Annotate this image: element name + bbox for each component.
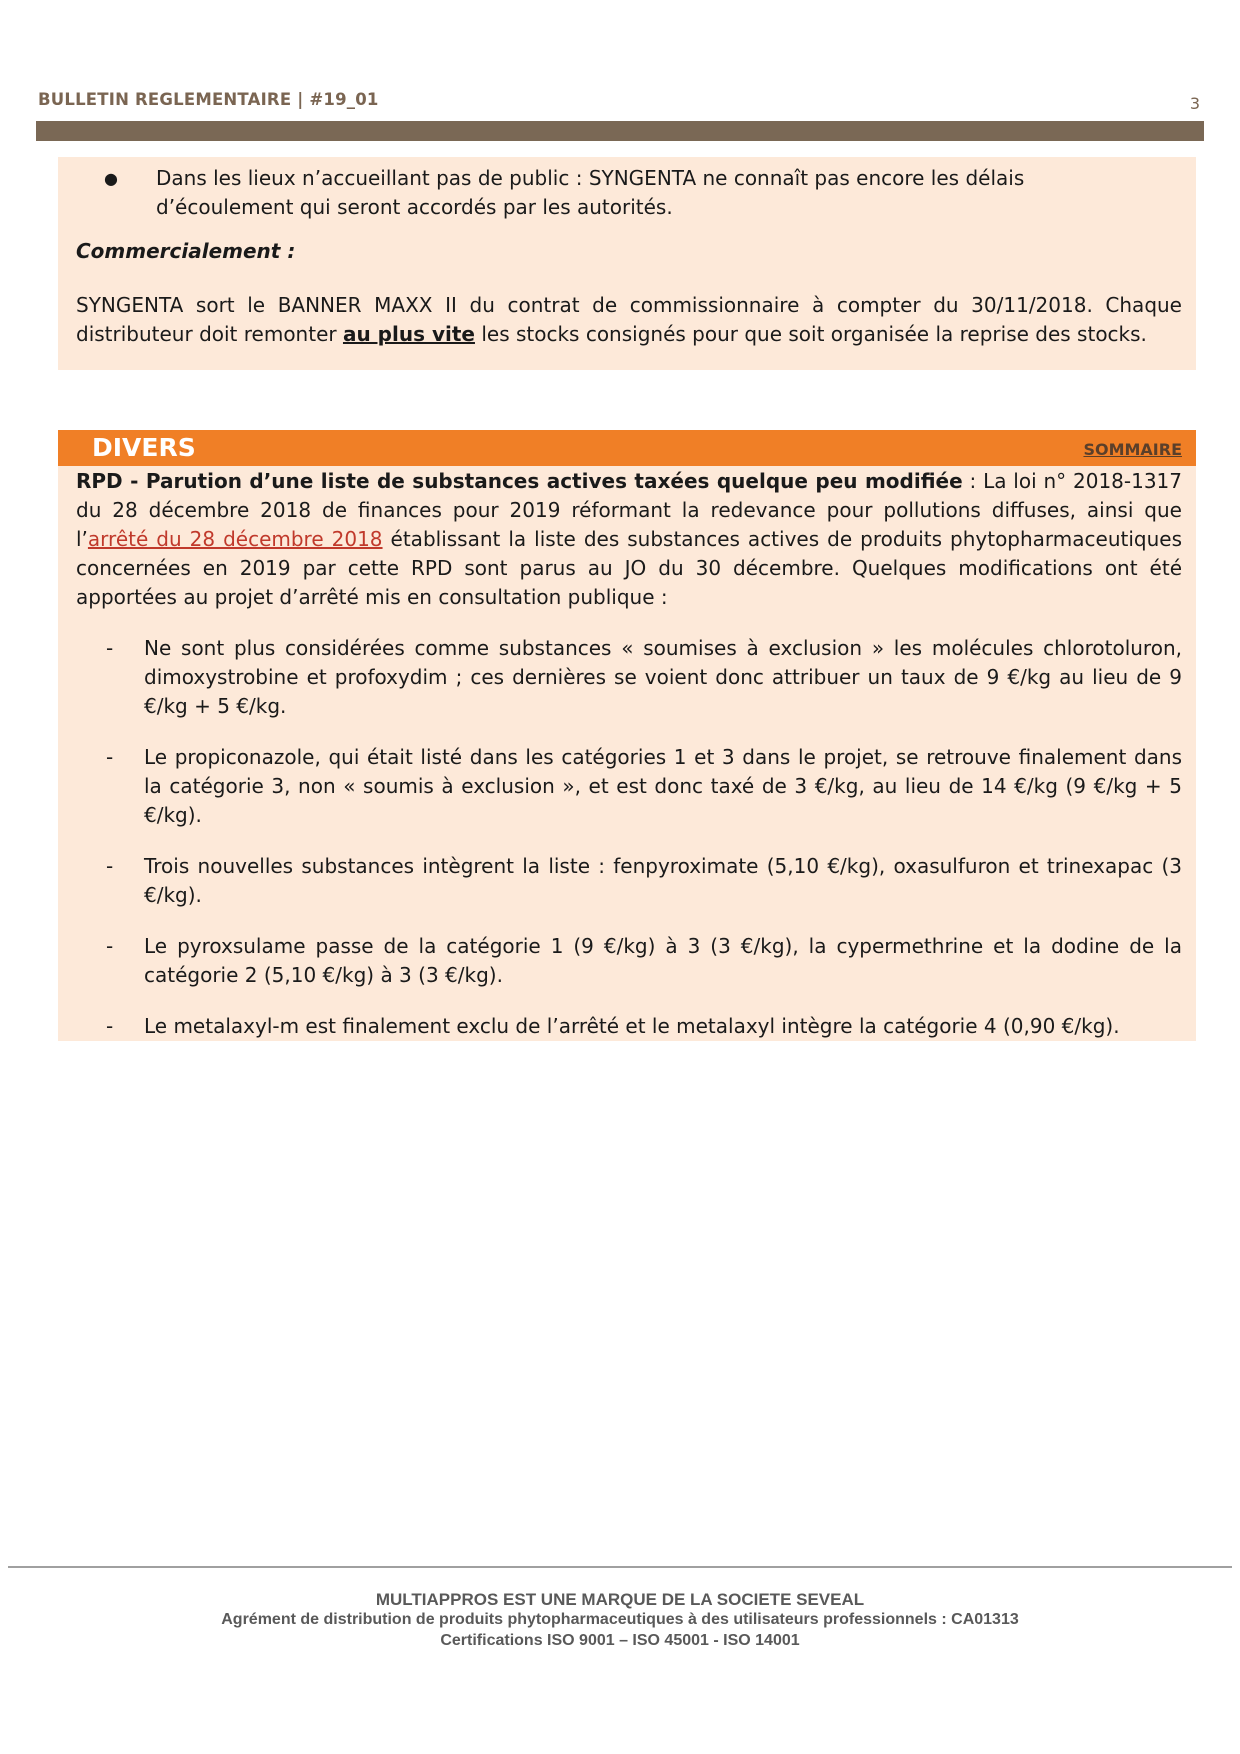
list-item-text: Le propiconazole, qui était listé dans les catégories 1 et 3 dans le projet, se retrouve finalement dans la catégorie 3, non « soumis à exclusion », et est donc taxé de 3 €/kg, au lieu de 14 €/kg (9 €/kg + 5 €/kg). — [144, 745, 1182, 827]
footer-agrement: Agrément de distribution de produits phytopharmaceutiques à des utilisateurs professionnels : CA01313 — [221, 1611, 1019, 1628]
bullet-dot-icon: ● — [104, 169, 118, 188]
dash-mark: - — [106, 1014, 114, 1038]
dash-mark: - — [106, 745, 114, 769]
list-item — [58, 634, 1182, 721]
page-header-title: BULLETIN REGLEMENTAIRE | #19_01 — [38, 90, 379, 109]
list-item — [58, 743, 1182, 830]
commercial-text-after: les stocks consignés pour que soit organisée la reprise des stocks. — [474, 322, 1147, 346]
syngenta-section — [58, 157, 1196, 370]
list-item-text: Le pyroxsulame passe de la catégorie 1 (9 €/kg) à 3 (3 €/kg), la cypermethrine et la dodine de la catégorie 2 (5,10 €/kg) à 3 (3 €/kg). — [144, 934, 1182, 987]
commercial-paragraph — [76, 291, 1182, 349]
list-item-text: Ne sont plus considérées comme substances « soumises à exclusion » les molécules chlorotoluron, dimoxystrobine et profoxydim ; ces dernières se voient donc attribuer un taux de 9 €/kg au lieu de 9 €/kg + 5 €/kg. — [144, 636, 1182, 718]
list-item — [58, 852, 1182, 910]
divers-title: DIVERS — [92, 433, 196, 462]
header-bar — [36, 121, 1204, 141]
dash-mark: - — [106, 636, 114, 660]
rpd-paragraph — [76, 467, 1182, 612]
sommaire-link[interactable]: SOMMAIRE — [1083, 440, 1182, 459]
rpd-lead: RPD - Parution d’une liste de substances actives taxées quelque peu modifiée — [76, 469, 963, 493]
divers-section — [58, 430, 1196, 1041]
commercial-emphasis: au plus vite — [342, 322, 475, 346]
divers-header-bar — [58, 430, 1196, 466]
page-number: 3 — [1189, 94, 1200, 113]
footer-company: MULTIAPPROS EST UNE MARQUE DE LA SOCIETE SEVEAL — [375, 1590, 865, 1609]
rpd-text-after: établissant la liste des substances actives de produits phytopharmaceutiques concernées en 2019 par cette RPD sont parus au JO du 30 décembre. Quelques modifications ont été apportées au projet d’arrêté mis en consultation publique : — [76, 527, 1183, 609]
list-item — [58, 932, 1182, 990]
footer-certifications: Certifications ISO 9001 – ISO 45001 - ISO 14001 — [440, 1632, 800, 1649]
list-item-text: Le metalaxyl-m est finalement exclu de l’arrêté et le metalaxyl intègre la catégorie 4 (0,90 €/kg). — [144, 1014, 1120, 1038]
list-item — [58, 1012, 1182, 1041]
bullet-text: Dans les lieux n’accueillant pas de public : SYNGENTA ne connaît pas encore les délais d’écoulement qui seront accordés par les autorités. — [156, 166, 1025, 219]
dash-mark: - — [106, 854, 114, 878]
list-item-text: Trois nouvelles substances intègrent la liste : fenpyroximate (5,10 €/kg), oxasulfuron et trinexapac (3 €/kg). — [144, 854, 1182, 907]
arrete-link[interactable]: arrêté du 28 décembre 2018 — [87, 527, 383, 551]
dash-mark: - — [106, 934, 114, 958]
rpd-text-before: : La loi n° 2018-1317 du 28 décembre 2018 de finances pour 2019 réformant la redevance pour pollutions diffuses, ainsi que l’ — [76, 469, 1183, 551]
modifications-list — [58, 634, 1182, 1063]
bullet-item — [104, 164, 1152, 222]
footer-divider — [8, 1566, 1232, 1568]
commercial-text-before: SYNGENTA sort le BANNER MAXX II du contrat de commissionnaire à compter du 30/11/2018. Chaque distributeur doit remonter — [76, 293, 1182, 346]
commercial-heading: Commercialement : — [76, 239, 296, 263]
